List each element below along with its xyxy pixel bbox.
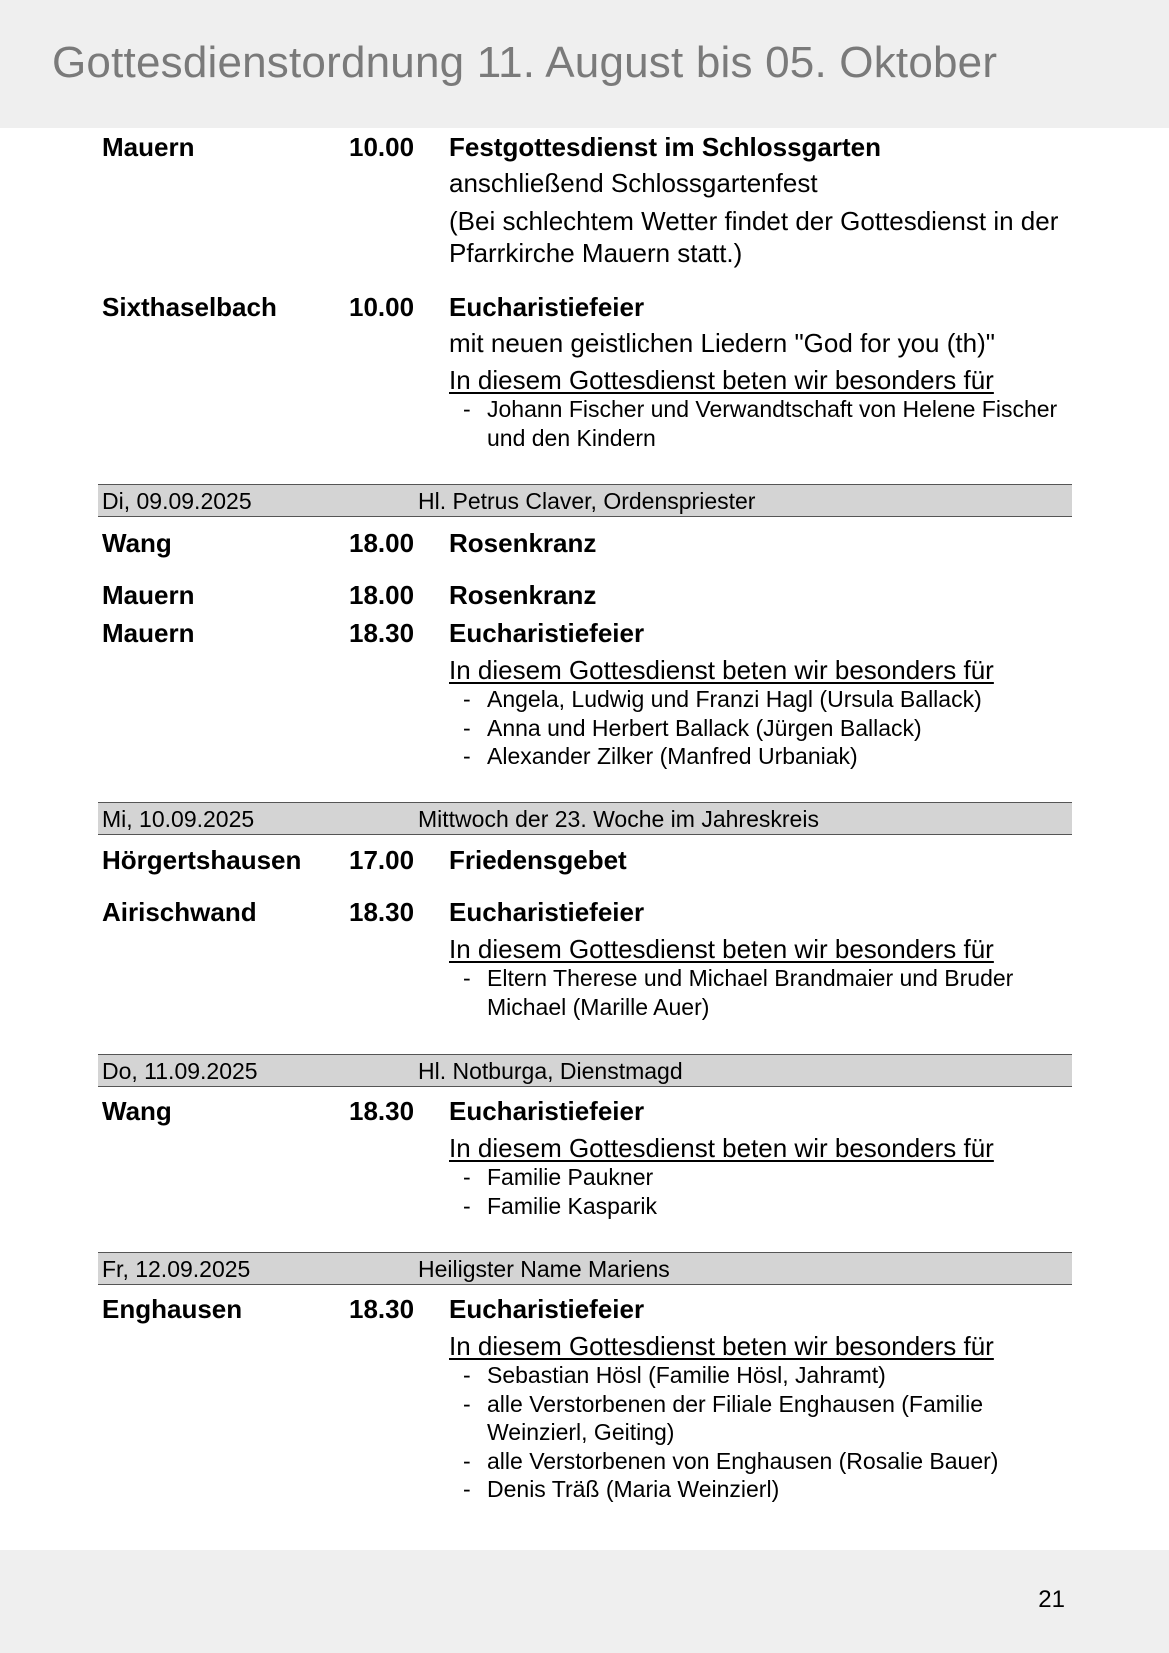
page-title: Gottesdienstordnung 11. August bis 05. Oktober — [52, 38, 998, 87]
service-description — [449, 579, 1069, 611]
list-item: - Familie Kasparik — [463, 1192, 657, 1219]
service-time: 18.00 — [349, 580, 415, 610]
service-description — [449, 617, 1069, 771]
prayer-intentions-heading: In diesem Gottesdienst beten wir besonders für — [449, 1133, 994, 1163]
service-description — [449, 896, 1069, 1021]
list-item: - Familie Paukner — [463, 1164, 654, 1190]
day-feast: Mittwoch der 23. Woche im Jahreskreis — [418, 806, 819, 832]
prayer-intentions-list — [449, 1163, 1069, 1220]
service-title: Eucharistiefeier — [449, 1096, 645, 1126]
day-feast: Hl. Notburga, Dienstmagd — [418, 1058, 683, 1084]
day-header — [98, 484, 1072, 517]
service-time: 18.30 — [349, 1294, 415, 1324]
service-title: Rosenkranz — [449, 580, 597, 610]
service-title: Rosenkranz — [449, 528, 597, 558]
list-item: - Denis Träß (Maria Weinzierl) — [463, 1476, 780, 1503]
service-place: Enghausen — [102, 1294, 243, 1324]
service-description — [449, 1095, 1069, 1220]
day-date: Do, 11.09.2025 — [102, 1058, 258, 1084]
prayer-intentions-list — [449, 685, 1069, 771]
service-place: Wang — [102, 1096, 172, 1126]
list-item: - Anna und Herbert Ballack (Jürgen Ballack) — [463, 714, 922, 741]
service-note: mit neuen geistlichen Liedern "God for you (th)" — [449, 328, 995, 358]
list-item: - Sebastian Hösl (Familie Hösl, Jahramt) — [463, 1362, 886, 1388]
service-title: Friedensgebet — [449, 845, 627, 875]
page-footer — [0, 1550, 1169, 1653]
day-header — [98, 1252, 1072, 1285]
prayer-intentions-list — [449, 395, 1069, 452]
service-time: 18.30 — [349, 618, 415, 648]
service-description — [449, 131, 1069, 269]
service-time: 10.00 — [349, 132, 415, 162]
day-feast: Heiligster Name Mariens — [418, 1256, 670, 1282]
service-place: Mauern — [102, 132, 195, 162]
service-time: 17.00 — [349, 845, 415, 875]
service-time: 10.00 — [349, 292, 415, 322]
prayer-intentions-heading: In diesem Gottesdienst beten wir besonders für — [449, 365, 994, 395]
service-place: Sixthaselbach — [102, 292, 277, 322]
service-note: anschließend Schlossgartenfest — [449, 168, 818, 198]
list-item: - alle Verstorbenen von Enghausen (Rosalie Bauer) — [463, 1447, 999, 1474]
service-title: Eucharistiefeier — [449, 897, 645, 927]
service-time: 18.00 — [349, 528, 415, 558]
prayer-intentions-list — [449, 1361, 1069, 1504]
service-description — [449, 291, 1069, 452]
service-title: Eucharistiefeier — [449, 618, 645, 648]
list-item: - Alexander Zilker (Manfred Urbaniak) — [463, 743, 858, 770]
service-place: Mauern — [102, 618, 195, 648]
day-header — [98, 1054, 1072, 1087]
service-place: Wang — [102, 528, 172, 558]
prayer-intentions-heading: In diesem Gottesdienst beten wir besonders für — [449, 655, 994, 685]
prayer-intentions-heading: In diesem Gottesdienst beten wir besonders für — [449, 934, 994, 964]
page-header — [0, 0, 1169, 128]
service-description — [449, 844, 1069, 876]
day-date: Fr, 12.09.2025 — [102, 1256, 251, 1282]
day-date: Di, 09.09.2025 — [102, 488, 252, 514]
service-note: (Bei schlechtem Wetter findet der Gottesdienst in der Pfarrkirche Mauern statt.) — [449, 206, 1059, 268]
service-title: Eucharistiefeier — [449, 1294, 645, 1324]
day-header — [98, 802, 1072, 835]
list-item: - Angela, Ludwig und Franzi Hagl (Ursula Ballack) — [463, 686, 982, 712]
list-item: - Eltern Therese und Michael Brandmaier und Bruder Michael (Marille Auer) — [463, 965, 1014, 1020]
service-place: Airischwand — [102, 897, 257, 927]
service-title: Eucharistiefeier — [449, 292, 645, 322]
service-time: 18.30 — [349, 1096, 415, 1126]
day-feast: Hl. Petrus Claver, Ordenspriester — [418, 488, 756, 514]
service-place: Hörgertshausen — [102, 845, 302, 875]
service-time: 18.30 — [349, 897, 415, 927]
service-description — [449, 527, 1069, 559]
list-item: - alle Verstorbenen der Filiale Enghausen (Familie Weinzierl, Geiting) — [463, 1390, 984, 1446]
list-item: - Johann Fischer und Verwandtschaft von Helene Fischer und den Kindern — [463, 396, 1058, 451]
day-date: Mi, 10.09.2025 — [102, 806, 255, 832]
prayer-intentions-heading: In diesem Gottesdienst beten wir besonders für — [449, 1331, 994, 1361]
service-place: Mauern — [102, 580, 195, 610]
page-number: 21 — [1038, 1586, 1065, 1613]
prayer-intentions-list — [449, 964, 1069, 1021]
service-title: Festgottesdienst im Schlossgarten — [449, 132, 881, 162]
service-description — [449, 1293, 1069, 1504]
